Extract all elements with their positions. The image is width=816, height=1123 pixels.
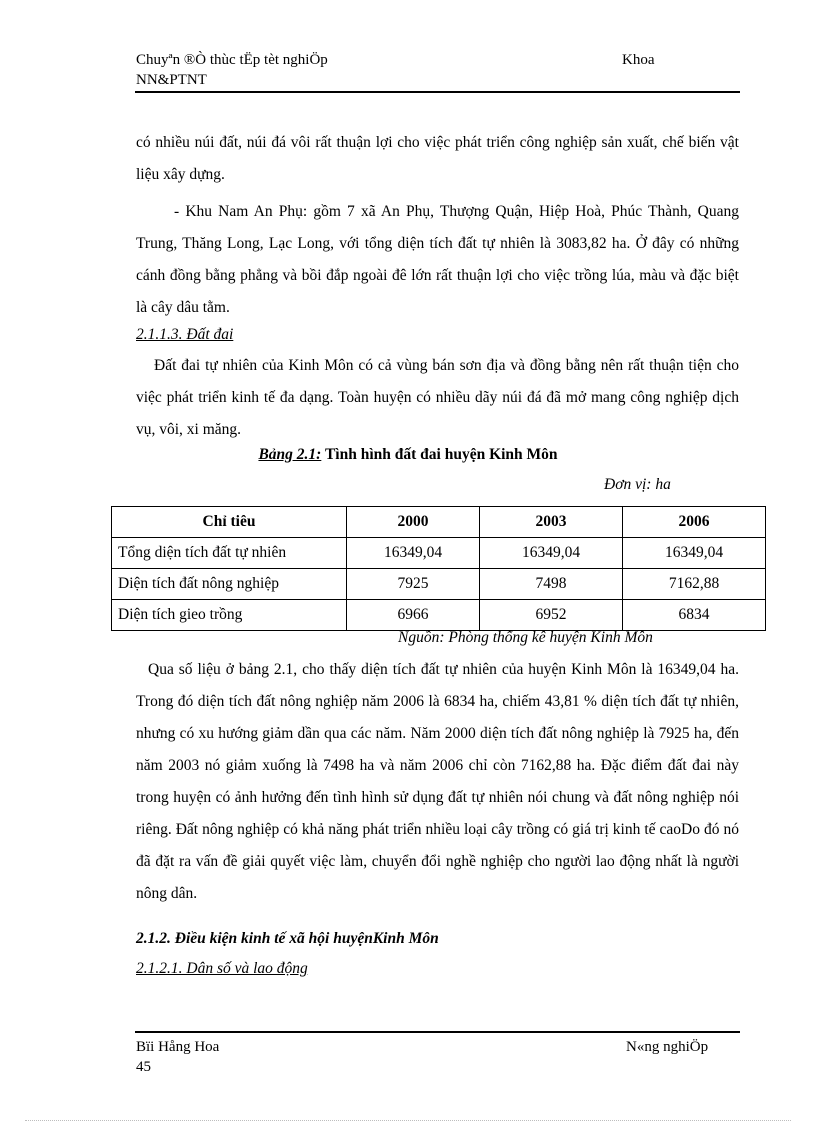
table-row — [112, 600, 766, 631]
table-cell: Tổng diện tích đất tự nhiên — [112, 538, 347, 569]
table-header-cell: 2000 — [347, 507, 480, 538]
header-title: Chuyªn ®Ò thùc tËp tèt nghiÖp — [136, 52, 328, 68]
table-header-cell: Chỉ tiêu — [112, 507, 347, 538]
table-cell: 7925 — [347, 569, 480, 600]
table-caption-text: Tình hình đất đai huyện Kinh Môn — [324, 446, 558, 463]
table-cell: 7162,88 — [623, 569, 766, 600]
table-header-cell: 2006 — [623, 507, 766, 538]
page-number: 45 — [136, 1059, 151, 1075]
section-heading-population: 2.1.2.1. Dân số và lao động — [136, 960, 308, 977]
table-source: Nguồn: Phòng thống kê huyện Kinh Môn — [398, 629, 653, 646]
footer-rule — [135, 1031, 740, 1033]
page-edge-divider — [25, 1120, 791, 1121]
footer-author: Bïi Hång Hoa — [136, 1039, 220, 1055]
table-row — [112, 569, 766, 600]
table-caption-label: Bảng 2.1: — [258, 446, 322, 463]
paragraph-mountains: có nhiều núi đất, núi đá vôi rất thuận lợi cho việc phát triển công nghiệp sản xuất, chế biến vật liệu xây dựng. — [136, 134, 739, 183]
table-caption — [0, 446, 816, 464]
table-cell: 16349,04 — [480, 538, 623, 569]
table-cell: 6834 — [623, 600, 766, 631]
footer-major: N«ng nghiÖp — [626, 1039, 709, 1055]
land-table — [111, 506, 766, 631]
section-heading-economy: 2.1.2. Điều kiện kinh tế xã hội huyệnKinh Môn — [136, 930, 439, 947]
header-department: NN&PTNT — [136, 72, 207, 88]
table-unit: Đơn vị: ha — [604, 476, 671, 493]
paragraph-analysis: Qua số liệu ở bảng 2.1, cho thấy diện tích đất tự nhiên của huyện Kinh Môn là 16349,04 ha. Trong đó diện tích đất nông nghiệp năm 2006 là 6834 ha, chiếm 43,81 % diện tích đất tự nhiên, nhưng có xu hướng giảm dần qua các năm. Năm 2000 diện tích đất nông nghiệp là 7925 ha, đến năm 2003 nó giảm xuống là 7498 ha và năm 2006 chỉ còn 7162,88 ha. Đặc điểm đất đai này trong huyện có ảnh hưởng đến tình hình sử dụng đất tự nhiên nói chung và đất nông nghiệp nói riêng. Đất nông nghiệp có khả năng phát triển nhiều loại cây trồng có giá trị kinh tế caoDo đó nó đã đặt ra vấn đề giải quyết việc làm, chuyển đổi nghề nghiệp cho người lao động nhất là người nông dân. — [136, 661, 739, 902]
table-cell: 6966 — [347, 600, 480, 631]
header-rule — [135, 91, 740, 93]
table-cell: 16349,04 — [347, 538, 480, 569]
header-left — [136, 50, 328, 90]
table-cell: 6952 — [480, 600, 623, 631]
table-header-cell: 2003 — [480, 507, 623, 538]
paragraph-land: Đất đai tự nhiên của Kinh Môn có cả vùng bán sơn địa và đồng bằng nên rất thuận tiện cho việc phát triển kinh tế đa dạng. Toàn huyện có nhiều dãy núi đá đã mở mang công nghiệp dịch vụ, vôi, xi măng. — [136, 357, 739, 438]
table-cell: Diện tích gieo trồng — [112, 600, 347, 631]
table-cell: 16349,04 — [623, 538, 766, 569]
footer-left — [136, 1037, 219, 1077]
section-heading-land: 2.1.1.3. Đất đai — [136, 326, 234, 343]
table-row — [112, 538, 766, 569]
table-cell: Diện tích đất nông nghiệp — [112, 569, 347, 600]
paragraph-south-an-phu: - Khu Nam An Phụ: gồm 7 xã An Phụ, Thượng Quận, Hiệp Hoà, Phúc Thành, Quang Trung, Thăng Long, Lạc Long, với tổng diện tích đất tự nhiên là 3083,82 ha. Ở đây có những cánh đồng bằng phẳng và bồi đắp ngoài đê lớn rất thuận lợi cho việc trồng lúa, màu và đặc biệt là cây dâu tằm. — [136, 203, 739, 316]
table-cell: 7498 — [480, 569, 623, 600]
header-faculty: Khoa — [622, 52, 655, 68]
table-header-row — [112, 507, 766, 538]
